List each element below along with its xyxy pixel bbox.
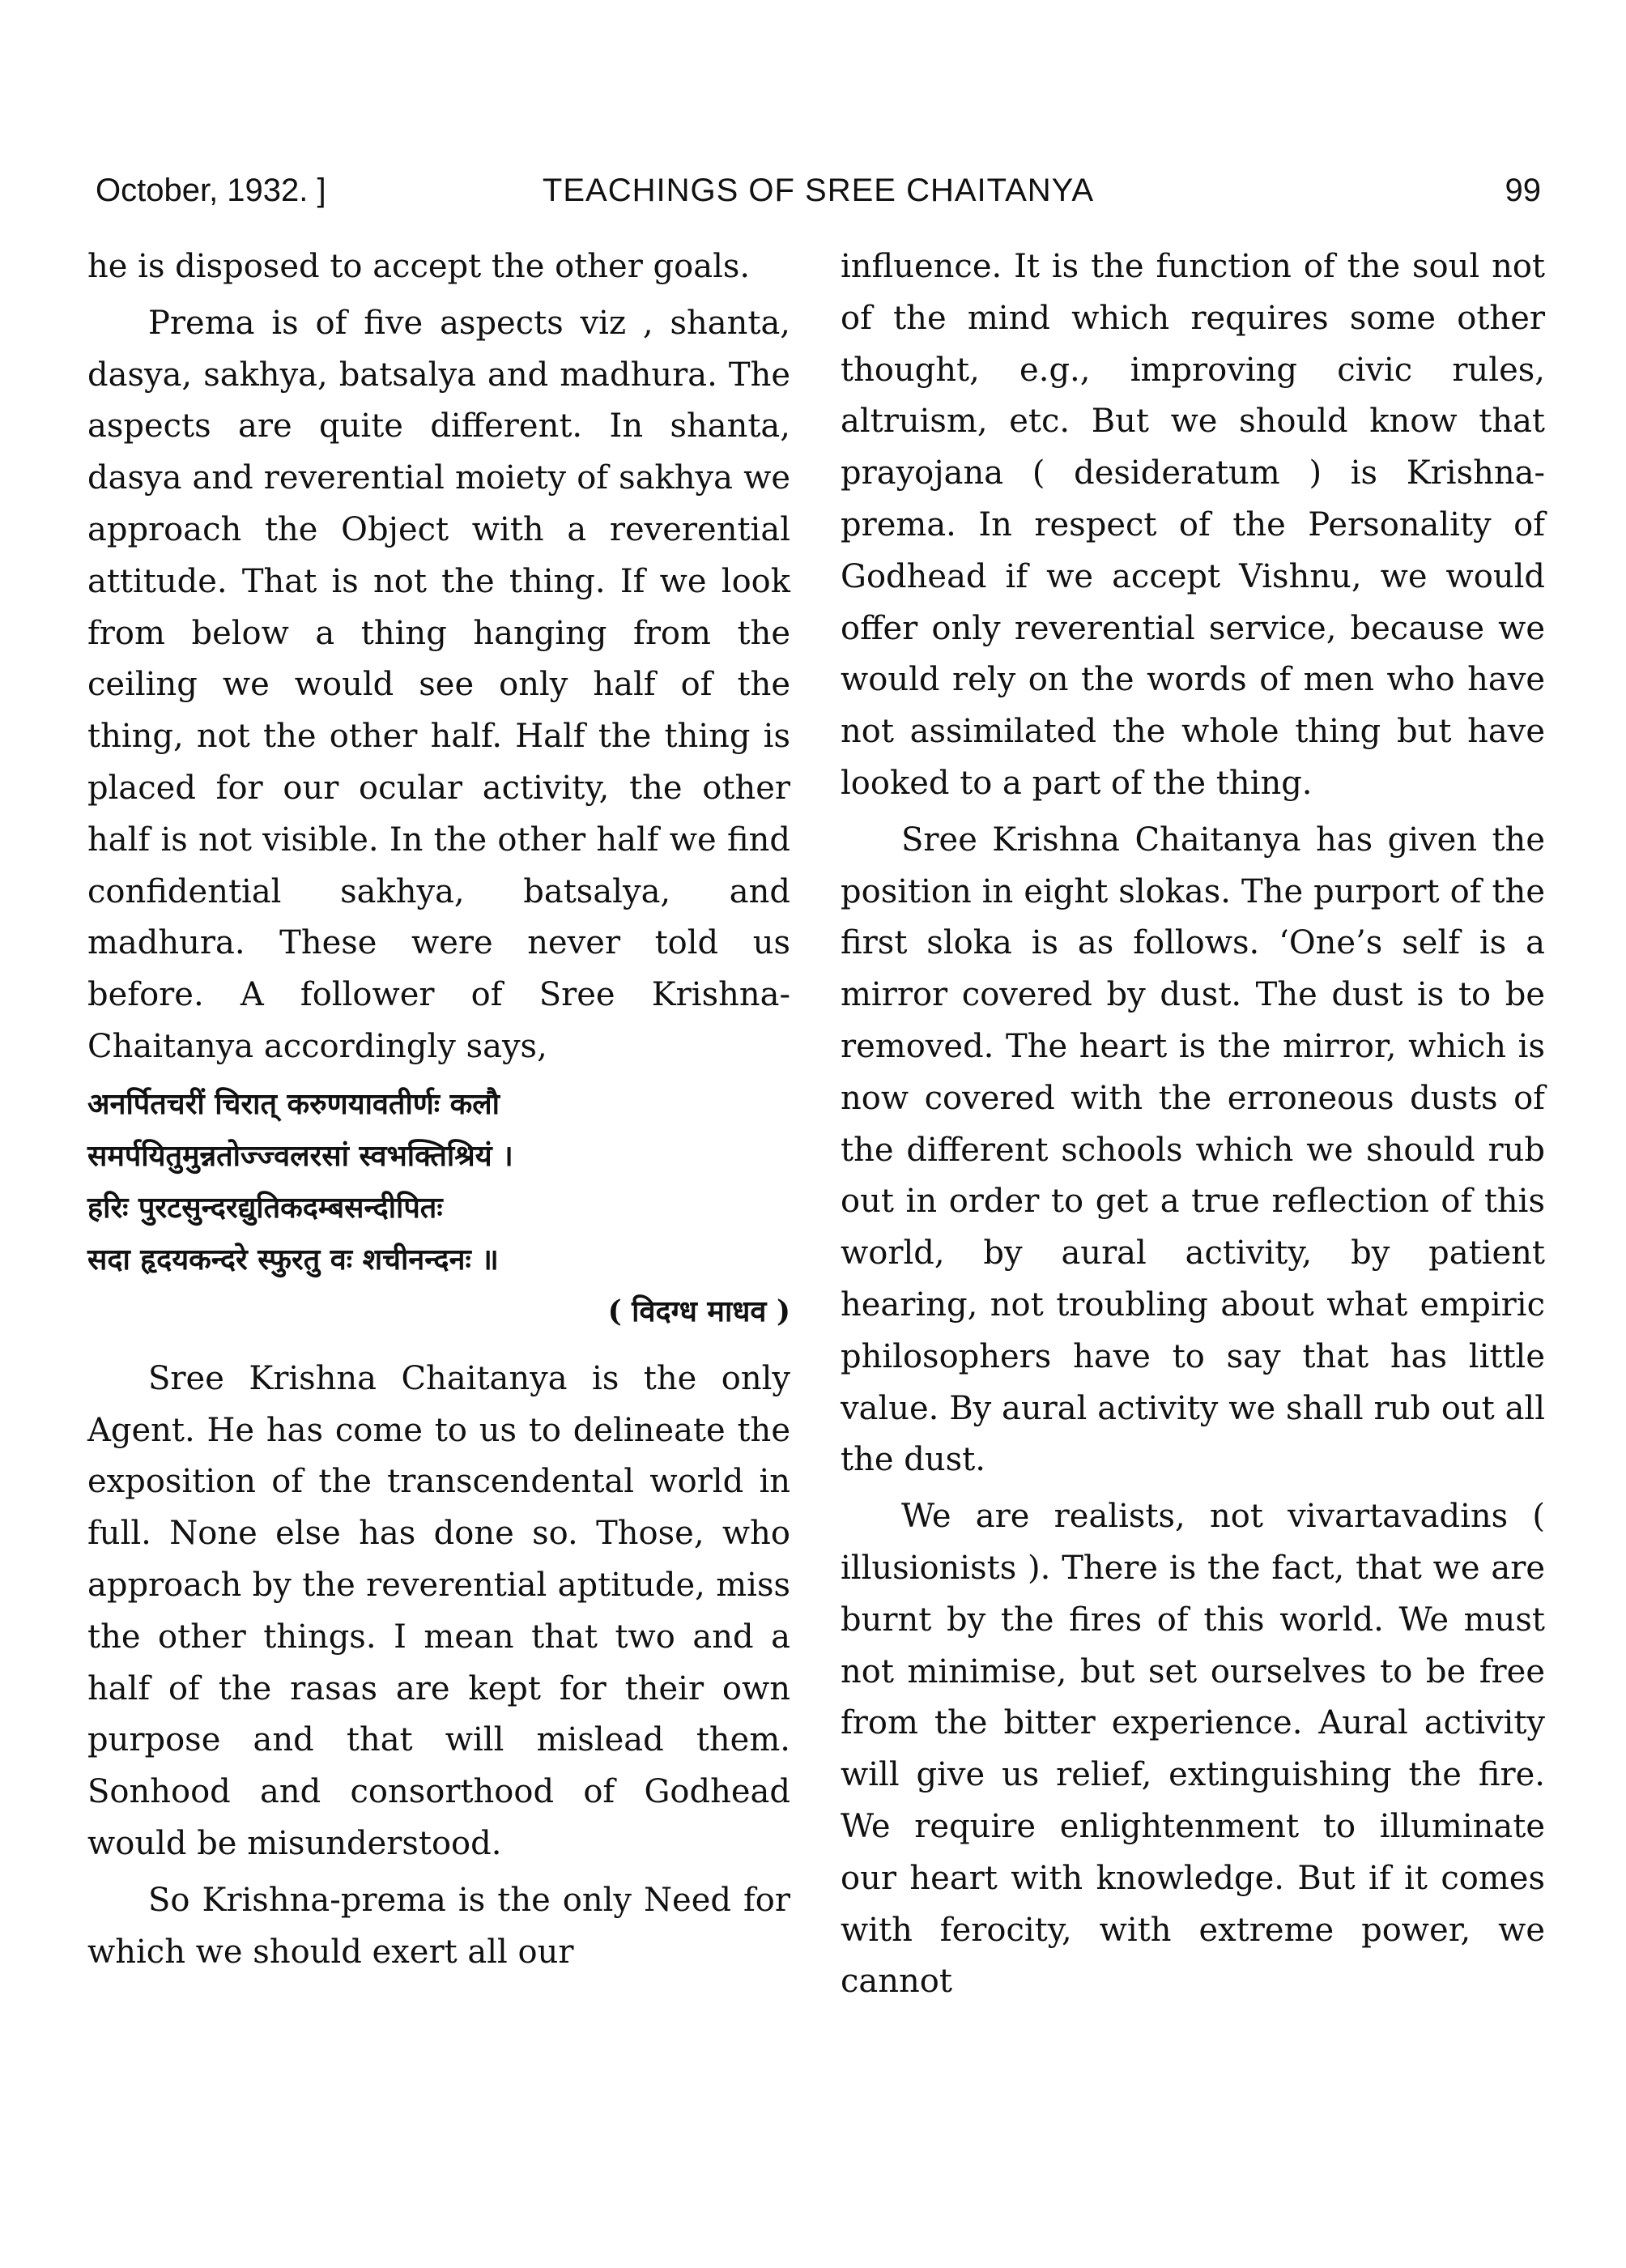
- paragraph: he is disposed to accept the other goals.: [87, 248, 751, 285]
- verse-line: समर्पयितुमुन्नतोज्ज्वलरसां स्वभक्तिश्रियं ।: [87, 1138, 513, 1173]
- left-column: [87, 241, 790, 1978]
- paragraph: influence. It is the function of the soul not of the mind which requires some other thought, e.g., improving civic rules, altruism, etc. But we should know that prayojana ( desideratum ) is Krishna-prema. In respect of the Personality of Godhead if we accept Vishnu, we would offer only reverential service, because we would rely on the words of men who have not assimilated the whole thing but have looked to a part of the thing.: [841, 248, 1545, 802]
- paragraph: So Krishna-prema is the only Need for which we should exert all our: [87, 1881, 790, 1971]
- page-header: [96, 166, 1541, 215]
- verse-line: अनर्पितचरीं चिरात् करुणयावतीर्णः कलौ: [87, 1086, 500, 1121]
- verse-line: सदा हृदयकन्दरे स्फुरतु वः शचीनन्दनः ॥: [87, 1242, 499, 1277]
- issue-date: October, 1932. ]: [96, 173, 326, 208]
- paragraph: Sree Krishna Chaitanya has given the position in eight slokas. The purport of the first sloka is as follows. ‘One’s self is a mirror covered by dust. The dust is to be removed. The heart is the mirror, which is now covered with the erroneous dusts of the different schools which we should rub out in order to get a true reflection of this world, by aural activity, by patient hearing, not troubling about what empiric philosophers have to say that has little value. By aural activity we shall rub out all the dust.: [841, 821, 1545, 1479]
- verse-line: हरिः पुरटसुन्दरद्युतिकदम्बसन्दीपितः: [87, 1190, 443, 1225]
- sanskrit-verse: [87, 1078, 790, 1337]
- running-title: TEACHINGS OF SREE CHAITANYA: [542, 173, 1095, 208]
- verse-source: ( विदग्ध माधव ): [607, 1294, 790, 1328]
- right-column: [841, 241, 1545, 2008]
- page-number: 99: [1505, 173, 1541, 208]
- paragraph: Sree Krishna Chaitanya is the only Agent. He has come to us to delineate the exposition of the transcendental world in full. None else has done so. Those, who approach by the reverential aptitude, miss the other things. I mean that two and a half of the rasas are kept for their own purpose and that will mislead them. Sonhood and consorthood of Godhead would be misunderstood.: [87, 1359, 790, 1862]
- paragraph: Prema is of five aspects viz , shanta, dasya, sakhya, batsalya and madhura. The aspects are quite different. In shanta, dasya and reverential moiety of sakhya we approach the Object with a reverential attitude. That is not the thing. If we look from below a thing hanging from the ceiling we would see only half of the thing, not the other half. Half the thing is placed for our ocular activity, the other half is not visible. In the other half we find confidential sakhya, batsalya, and madhura. These were never told us before. A follower of Sree Krishna-Chaitanya accordingly says,: [87, 304, 790, 1065]
- paragraph: We are realists, not vivartavadins ( illusionists ). There is the fact, that we are burnt by the fires of this world. We must not minimise, but set ourselves to be free from the bitter experience. Aural activity will give us relief, extinguishing the fire. We require enlightenment to illuminate our heart with knowledge. But if it comes with ferocity, with extreme power, we cannot: [841, 1498, 1545, 2001]
